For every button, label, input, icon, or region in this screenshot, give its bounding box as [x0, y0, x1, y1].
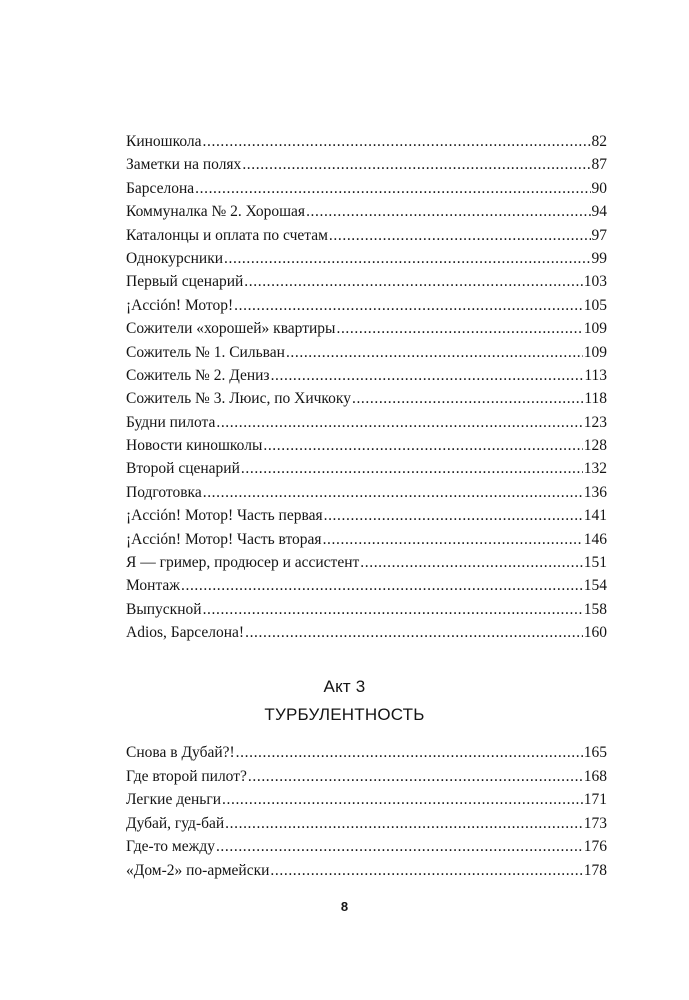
- toc-entry-page: 103: [583, 273, 607, 291]
- toc-entry-page: 99: [591, 249, 607, 267]
- toc-entry-page: 90: [591, 179, 607, 197]
- toc-leader-dots: [248, 765, 583, 789]
- toc-entry-title: Я — гример, продюсер и ассистент: [126, 554, 360, 572]
- toc-entry-title: Adios, Барселона!: [126, 624, 245, 642]
- toc-entry: [126, 504, 607, 527]
- toc-entry-title: Выпускной: [126, 600, 202, 618]
- table-of-contents-act-2: [126, 130, 607, 645]
- toc-entry-page: 118: [584, 390, 607, 408]
- toc-entry: [126, 551, 607, 574]
- toc-entry-title: Заметки на полях: [126, 156, 242, 174]
- toc-entry-title: Монтаж: [126, 577, 180, 595]
- toc-leader-dots: [286, 341, 583, 364]
- toc-entry-title: ¡Acción! Мотор!: [126, 296, 234, 314]
- toc-entry-page: 168: [583, 767, 607, 785]
- toc-entry-page: 82: [591, 133, 607, 150]
- toc-entry-title: Однокурсники: [126, 249, 224, 267]
- toc-entry-page: 178: [583, 861, 607, 879]
- toc-leader-dots: [306, 200, 590, 223]
- toc-leader-dots: [263, 434, 582, 457]
- toc-entry: [126, 765, 607, 789]
- toc-entry-title: Киношкола: [126, 133, 202, 150]
- toc-entry-title: Второй сценарий: [126, 460, 240, 478]
- toc-leader-dots: [203, 598, 583, 621]
- toc-leader-dots: [242, 153, 590, 176]
- toc-entry-title: Снова в Дубай?!: [126, 744, 235, 761]
- toc-entry-title: Где второй пилот?: [126, 767, 247, 785]
- toc-leader-dots: [323, 528, 583, 551]
- toc-entry-page: 141: [583, 507, 607, 525]
- toc-leader-dots: [216, 411, 582, 434]
- toc-leader-dots: [222, 788, 583, 812]
- toc-entry-title: Легкие деньги: [126, 791, 222, 809]
- toc-entry-title: Коммуналка № 2. Хорошая: [126, 203, 306, 221]
- toc-leader-dots: [181, 574, 583, 597]
- toc-entry: [126, 364, 607, 387]
- toc-entry: [126, 457, 607, 480]
- toc-leader-dots: [324, 504, 583, 527]
- toc-entry-page: 113: [584, 366, 607, 384]
- toc-leader-dots: [236, 741, 583, 765]
- toc-entry: [126, 621, 607, 644]
- toc-entry-page: 109: [583, 320, 607, 338]
- toc-entry-title: ¡Acción! Мотор! Часть первая: [126, 507, 323, 525]
- toc-entry-page: 109: [583, 343, 607, 361]
- toc-entry-page: 158: [583, 600, 607, 618]
- toc-entry: [126, 598, 607, 621]
- toc-entry: [126, 835, 607, 859]
- toc-entry-page: 97: [591, 226, 607, 244]
- toc-entry: [126, 341, 607, 364]
- toc-entry-title: Сожитель № 3. Люис, по Хичкоку: [126, 390, 351, 408]
- toc-leader-dots: [270, 859, 582, 883]
- toc-entry: [126, 130, 607, 153]
- toc-entry-page: 94: [591, 203, 607, 221]
- toc-entry: [126, 741, 607, 765]
- toc-leader-dots: [329, 224, 591, 247]
- toc-entry-page: 151: [583, 554, 607, 572]
- toc-entry-page: 165: [583, 744, 607, 761]
- act-label: Акт 3: [323, 677, 366, 696]
- toc-entry: [126, 859, 607, 883]
- toc-leader-dots: [203, 130, 591, 153]
- toc-entry-page: 123: [583, 413, 607, 431]
- toc-entry-page: 87: [591, 156, 607, 174]
- toc-leader-dots: [271, 364, 584, 387]
- toc-entry: [126, 224, 607, 247]
- toc-leader-dots: [234, 294, 583, 317]
- toc-entry-page: 173: [583, 814, 607, 832]
- toc-leader-dots: [195, 177, 590, 200]
- toc-entry: [126, 177, 607, 200]
- toc-entry-title: «Дом-2» по-армейски: [126, 861, 270, 879]
- toc-entry-title: Где-то между: [126, 838, 215, 856]
- toc-entry: [126, 247, 607, 270]
- toc-entry: [126, 387, 607, 410]
- toc-entry-title: Подготовка: [126, 483, 202, 501]
- toc-leader-dots: [244, 270, 582, 293]
- toc-entry-page: 132: [583, 460, 607, 478]
- toc-entry-title: Сожитель № 2. Дениз: [126, 366, 270, 384]
- toc-leader-dots: [245, 621, 583, 644]
- toc-entry-page: 146: [583, 530, 607, 548]
- toc-entry-title: ¡Acción! Мотор! Часть вторая: [126, 530, 322, 548]
- toc-entry: [126, 481, 607, 504]
- toc-entry-title: Новости киношколы: [126, 437, 263, 455]
- toc-entry: [126, 434, 607, 457]
- toc-leader-dots: [216, 835, 583, 859]
- toc-entry-page: 171: [583, 791, 607, 809]
- toc-entry-title: Сожитель № 1. Сильван: [126, 343, 285, 361]
- toc-entry-page: 160: [583, 624, 607, 642]
- toc-entry-page: 105: [583, 296, 607, 314]
- toc-leader-dots: [241, 457, 583, 480]
- toc-entry-title: Будни пилота: [126, 413, 216, 431]
- toc-entry: [126, 812, 607, 836]
- toc-entry: [126, 153, 607, 176]
- toc-entry-title: Каталонцы и оплата по счетам: [126, 226, 328, 244]
- toc-leader-dots: [352, 387, 583, 410]
- toc-entry: [126, 411, 607, 434]
- toc-entry-page: 136: [583, 483, 607, 501]
- toc-entry-title: Первый сценарий: [126, 273, 244, 291]
- table-of-contents-act-3: [126, 741, 607, 883]
- toc-entry: [126, 294, 607, 317]
- toc-entry-page: 128: [583, 437, 607, 455]
- toc-leader-dots: [360, 551, 582, 574]
- toc-leader-dots: [224, 247, 590, 270]
- page-number: 8: [340, 899, 349, 914]
- act-title: ТУРБУЛЕНТНОСТЬ: [264, 705, 425, 724]
- toc-entry: [126, 788, 607, 812]
- toc-entry: [126, 528, 607, 551]
- toc-entry-title: Сожители «хорошей» квартиры: [126, 320, 336, 338]
- toc-entry-page: 176: [583, 838, 607, 856]
- toc-leader-dots: [225, 812, 583, 836]
- toc-entry: [126, 317, 607, 340]
- toc-leader-dots: [336, 317, 582, 340]
- toc-entry-page: 154: [583, 577, 607, 595]
- toc-entry: [126, 270, 607, 293]
- toc-leader-dots: [203, 481, 583, 504]
- toc-entry-title: Дубай, гуд-бай: [126, 814, 225, 832]
- toc-entry: [126, 200, 607, 223]
- toc-entry: [126, 574, 607, 597]
- toc-entry-title: Барселона: [126, 179, 195, 197]
